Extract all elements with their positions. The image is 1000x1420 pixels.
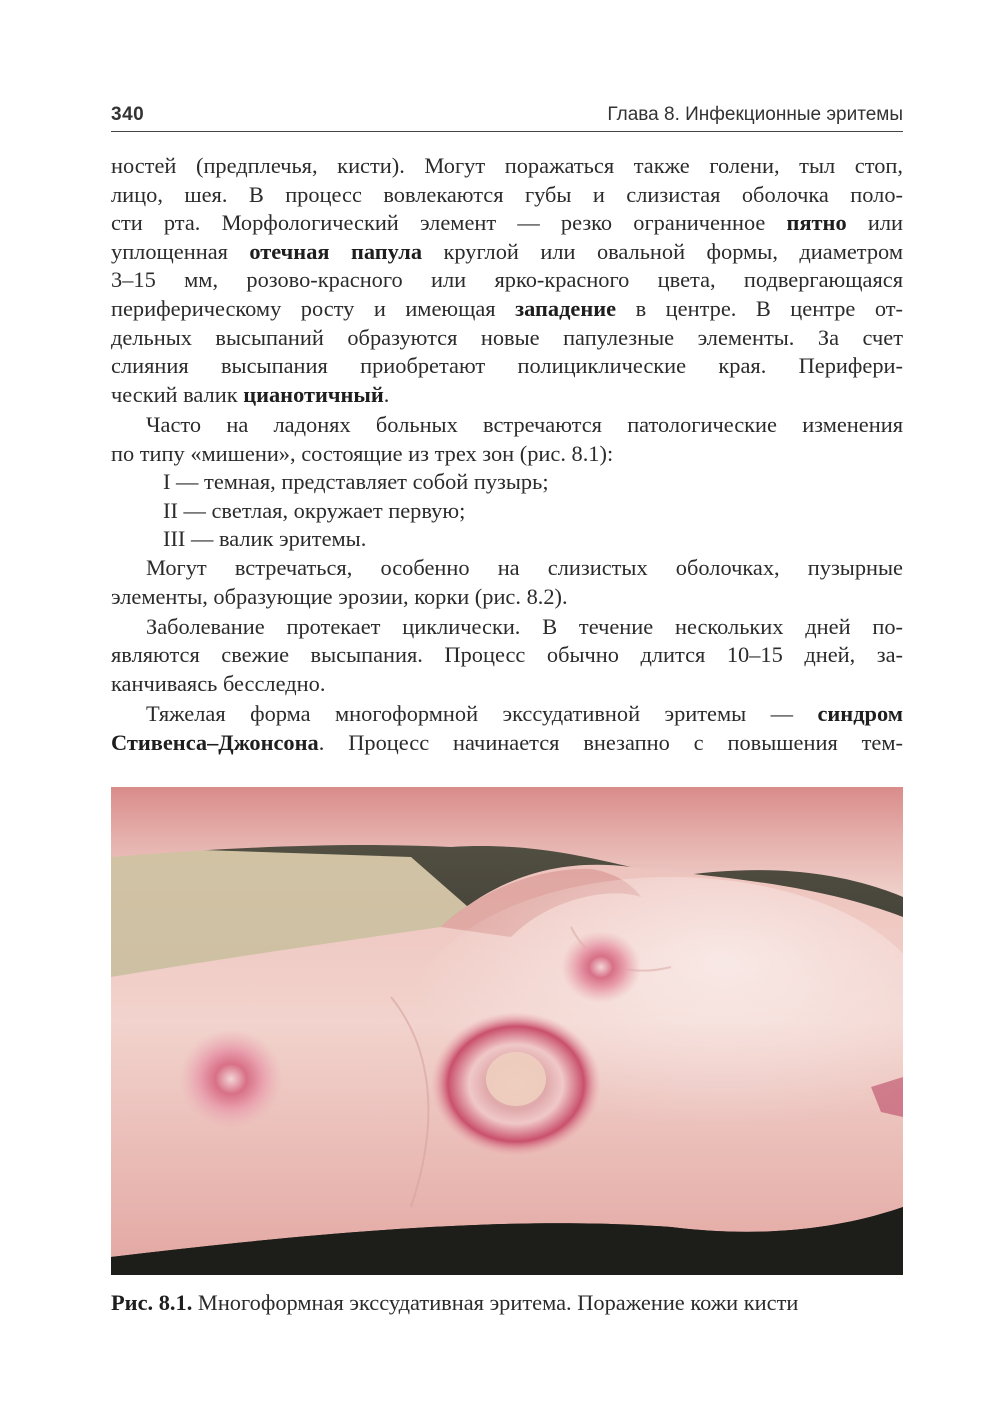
text-line: слияния высыпания приобретают полициклические края. Перифери- (111, 353, 903, 379)
text-line: являются свежие высыпания. Процесс обычно длится 10–15 дней, за- (111, 642, 903, 668)
text-span: в центре. В центре от- (616, 295, 903, 321)
text-line: ностей (предплечья, кисти). Могут поражаться также голени, тыл стоп, (111, 153, 903, 178)
text-span: сти рта. Морфологический элемент — резко ограниченное (111, 210, 787, 236)
text-span: . (383, 381, 390, 407)
text-span: круглой или овальной формы, диаметром (422, 238, 903, 264)
text-line: 3–15 мм, розово-красного или ярко-красного цвета, подвергающаяся (111, 267, 903, 293)
chapter-title: Глава 8. Инфекционные эритемы (607, 104, 903, 125)
text-line: по типу «мишени», состоящие из трех зон (рис. 8.1): (111, 440, 614, 466)
text-line (111, 295, 903, 324)
caption-label: Рис. 8.1. (111, 1290, 193, 1315)
page-number: 340 (111, 104, 145, 125)
running-head (111, 100, 903, 130)
text-line: лицо, шея. В процесс вовлекаются губы и слизистая оболочка поло- (111, 181, 903, 207)
text-line: дельных высыпаний образуются новые папулезные элементы. За счет (111, 324, 903, 350)
zone-list (111, 468, 903, 554)
paragraph-3 (111, 554, 903, 611)
figure-caption (111, 1290, 903, 1316)
text-line (111, 381, 903, 410)
term-spot: пятно (786, 210, 847, 236)
hand-skin-lesions-photo (111, 787, 903, 1275)
text-span: уплощенная (111, 238, 250, 264)
term-syndrome: синдром (817, 701, 903, 727)
caption-text: Многоформная экссудативная эритема. Поражение кожи кисти (192, 1290, 799, 1315)
term-depression: западение (515, 295, 617, 321)
text-line: Часто на ладонях больных встречаются патологические изменения (146, 411, 903, 437)
paragraph-1 (111, 152, 903, 409)
list-item: III — валик эритемы. (163, 526, 367, 552)
text-line: Могут встречаться, особенно на слизистых оболочках, пузырные (146, 554, 903, 580)
text-line: элементы, образующие эрозии, корки (рис. 8.2). (111, 583, 568, 609)
paragraph-4 (111, 613, 903, 699)
text-span: Тяжелая форма многоформной экссудативной эритемы — (146, 701, 818, 727)
term-papule: отечная папула (249, 238, 423, 264)
body-text (111, 152, 903, 757)
text-line (111, 729, 903, 758)
header-divider (111, 131, 903, 132)
paragraph-2 (111, 411, 903, 468)
term-cyanotic: цианотичный (243, 381, 384, 407)
text-line (111, 700, 903, 729)
term-stevens-johnson: Стивенса–Джонсона (111, 729, 319, 755)
text-span: или (846, 210, 903, 236)
list-item: I — темная, представляет собой пузырь; (163, 469, 549, 495)
paragraph-5 (111, 700, 903, 757)
text-line: канчиваясь бесследно. (111, 670, 326, 696)
text-span: периферическому росту и имеющая (111, 295, 516, 321)
text-line (111, 209, 903, 238)
text-line (111, 238, 903, 267)
list-item: II — светлая, окружает первую; (163, 497, 466, 523)
text-span: ческий валик (111, 381, 244, 407)
text-line: Заболевание протекает циклически. В течение нескольких дней по- (146, 613, 903, 639)
text-span: . Процесс начинается внезапно с повышения тем- (318, 729, 903, 755)
